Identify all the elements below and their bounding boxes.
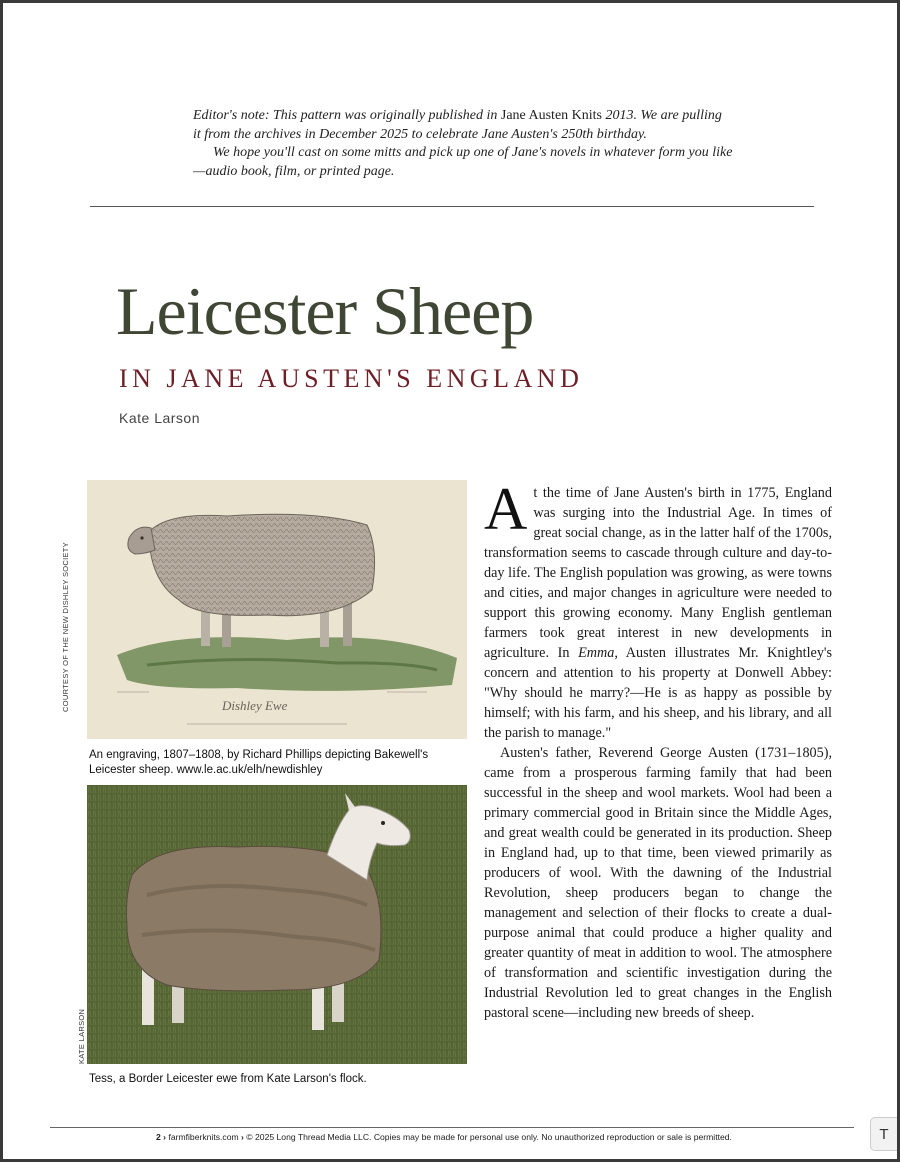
- footer-copyright: © 2025 Long Thread Media LLC. Copies may be made for personal use only. No unauthorized reproduction or sale is permitted.: [246, 1132, 732, 1142]
- caption-2: Tess, a Border Leicester ewe from Kate Larson's flock.: [89, 1073, 367, 1085]
- article-title: Leicester Sheep: [116, 273, 534, 349]
- side-tab-button[interactable]: T: [870, 1117, 897, 1151]
- editor-note-para-1: Editor's note: This pattern was originally published in Jane Austen Knits 2013. We are pulling it from the archives in December 2025 to celebrate Jane Austen's 250th birthday.: [193, 108, 722, 142]
- page-number: 2: [156, 1132, 161, 1142]
- magazine-page: [3, 3, 897, 1159]
- page-footer: 2 › farmfiberknits.com › © 2025 Long Thread Media LLC. Copies may be made for personal use only. No unauthorized reproduction or sale is permitted.: [156, 1132, 732, 1142]
- article-body: [484, 476, 833, 1023]
- footer-site-link[interactable]: farmfiberknits.com: [168, 1132, 239, 1142]
- footer-rule: [50, 1127, 854, 1128]
- photo-credit-2: KATE LARSON: [77, 1008, 86, 1064]
- ewe-photo: [87, 785, 467, 1064]
- divider: [90, 206, 814, 207]
- book-title: Jane Austen Knits: [500, 108, 602, 123]
- paragraph-2: Austen's father, Reverend George Austen (1731–1805), came from a prosperous farming family that had been successful in the sheep and wool markets. Wool had been a primary commercial good in Britain since the Middle Ages, and great wealth could be generated in its production. Sheep in England had, up to that time, been viewed primarily as producers of wool. With the dawning of the Industrial Revolution, sheep producers began to change the management and selection of their flocks to create a dual-purpose animal that could produce a higher quality and greater quantity of meat in addition to wool. The atmosphere of transformation and scientific investigation during the Industrial Revolution led to great changes in the English pastoral scene—including new breeds of sheep.: [484, 745, 832, 1021]
- editor-note-para-2: We hope you'll cast on some mitts and pick up one of Jane's novels in whatever form you like—audio book, film, or printed page.: [193, 145, 733, 179]
- article-subtitle: IN JANE AUSTEN'S ENGLAND: [119, 364, 584, 393]
- byline: Kate Larson: [119, 410, 200, 426]
- editor-note: [193, 107, 733, 181]
- caption-1: An engraving, 1807–1808, by Richard Phillips depicting Bakewell's Leicester sheep. www.le.ac.uk/elh/newdishley: [89, 749, 429, 776]
- photo-credit-1: COURTESY OF THE NEW DISHLEY SOCIETY: [61, 542, 70, 712]
- paragraph-1: At the time of Jane Austen's birth in 1775, England was surging into the Industrial Age. In times of great social change, as in the latter half of the 1700s, transformation seems to cascade through culture and day-to-day life. The English population was growing, as were towns and cities, and major changes in agriculture were needed to support this growing economy. Many English gentleman farmers took great interest in new developments in agriculture. In Emma, Austen illustrates Mr. Knightley's concern and attention to his property at Donwell Abbey: "Why should he marry?—He is as happy as possible by himself; with his farm, and his sheep, and his library, and all the parish to manage.": [484, 476, 833, 741]
- engraving-image: [87, 480, 467, 739]
- engraving-inscription: Dishley Ewe: [222, 698, 288, 713]
- drop-cap: A: [484, 476, 528, 542]
